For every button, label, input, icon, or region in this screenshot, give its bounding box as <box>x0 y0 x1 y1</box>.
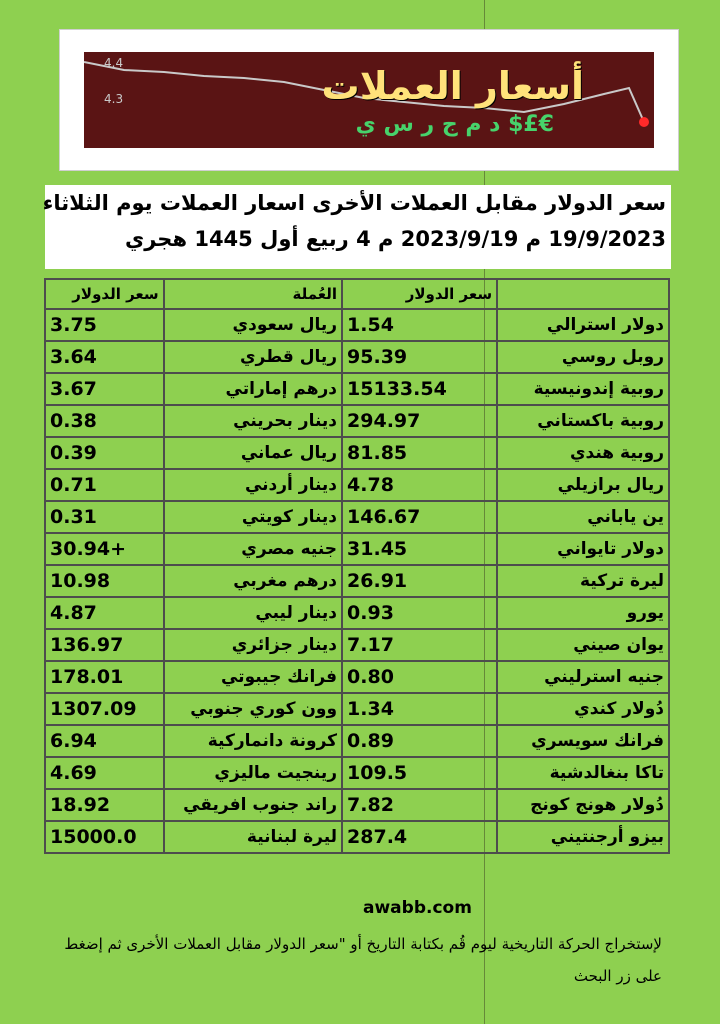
dollar-rate: 3.67 <box>45 373 164 405</box>
dollar-rate: 3.64 <box>45 341 164 373</box>
currency-name: فرانك جيبوتي <box>164 661 342 693</box>
dollar-rate: 4.69 <box>45 757 164 789</box>
currency-name: ين ياباني <box>497 501 669 533</box>
banner-title: أسعار العملات <box>321 64 584 108</box>
currency-name: دينار جزائري <box>164 629 342 661</box>
currency-name: دينار أردني <box>164 469 342 501</box>
dollar-rate: 136.97 <box>45 629 164 661</box>
dollar-rate: 0.80 <box>342 661 497 693</box>
header-box <box>42 185 671 269</box>
table-row <box>45 533 669 565</box>
currency-name: ريال عماني <box>164 437 342 469</box>
currency-name: دولار تايواني <box>497 533 669 565</box>
table-row <box>45 565 669 597</box>
currency-name: دينار ليبي <box>164 597 342 629</box>
dollar-rate: 146.67 <box>342 501 497 533</box>
column-header <box>497 279 669 309</box>
currency-name: راند جنوب افريقي <box>164 789 342 821</box>
banner-subtitle: €£$ د م ج ر س ي <box>355 112 554 137</box>
dollar-rate: 0.39 <box>45 437 164 469</box>
footer-note: لإستخراج الحركة التاريخية ليوم قُم بكتابة التاريخ أو "سعر الدولار مقابل العملات الأخرى ثم إضغط على زر البحث <box>64 935 662 985</box>
currency-name: روبل روسي <box>497 341 669 373</box>
table-row <box>45 469 669 501</box>
footer-url: awabb.com <box>363 898 472 918</box>
table-row <box>45 373 669 405</box>
tick-label: 4.3 <box>104 92 124 106</box>
table-row <box>45 661 669 693</box>
dollar-rate: 294.97 <box>342 405 497 437</box>
currency-name: رينجيت ماليزي <box>164 757 342 789</box>
currency-name: ريال قطري <box>164 341 342 373</box>
currency-name: جنيه استرليني <box>497 661 669 693</box>
column-header: العُملة <box>164 279 342 309</box>
dollar-rate: 0.93 <box>342 597 497 629</box>
currency-name: روبية هندي <box>497 437 669 469</box>
table-row <box>45 757 669 789</box>
currency-name: يورو <box>497 597 669 629</box>
dollar-rate: 6.94 <box>45 725 164 757</box>
dollar-rate: 1.54 <box>342 309 497 341</box>
dollar-rate: 0.31 <box>45 501 164 533</box>
dollar-rate: 1.34 <box>342 693 497 725</box>
dollar-rate: 18.92 <box>45 789 164 821</box>
banner-frame <box>60 30 678 170</box>
dollar-rate: 0.38 <box>45 405 164 437</box>
table-row <box>45 437 669 469</box>
currency-name: درهم إماراتي <box>164 373 342 405</box>
table-row <box>45 629 669 661</box>
dollar-rate: 15133.54 <box>342 373 497 405</box>
dollar-rate: 7.17 <box>342 629 497 661</box>
header-line-1: سعر الدولار مقابل العملات الأخرى اسعار العملات يوم الثلاثاء <box>42 191 666 215</box>
dollar-rate: 178.01 <box>45 661 164 693</box>
banner-image <box>84 52 654 148</box>
header-line-2: 19/9/2023 م 2023/9/19 م 4 ربيع أول 1445 هجري <box>125 227 666 251</box>
dollar-rate: 10.98 <box>45 565 164 597</box>
table-header-row <box>45 279 669 309</box>
table-row <box>45 821 669 853</box>
dollar-rate: 3.75 <box>45 309 164 341</box>
dollar-rate: 95.39 <box>342 341 497 373</box>
table-row <box>45 693 669 725</box>
currency-name: جنيه مصري <box>164 533 342 565</box>
currency-name: دُولار هونج كونج <box>497 789 669 821</box>
currency-name: يوان صيني <box>497 629 669 661</box>
banner-point <box>639 117 649 127</box>
dollar-rate: 4.78 <box>342 469 497 501</box>
currency-name: تاكا بنغالدشية <box>497 757 669 789</box>
currency-name: ريال برازيلي <box>497 469 669 501</box>
dollar-rate: 15000.0 <box>45 821 164 853</box>
currency-name: دينار كويتي <box>164 501 342 533</box>
dollar-rate: 7.82 <box>342 789 497 821</box>
currency-name: درهم مغربي <box>164 565 342 597</box>
dollar-rate: 81.85 <box>342 437 497 469</box>
currency-name: ليرة لبنانية <box>164 821 342 853</box>
tick-label: 4.4 <box>104 56 124 70</box>
table-row <box>45 725 669 757</box>
rates-table <box>44 278 670 854</box>
currency-name: فرانك سويسري <box>497 725 669 757</box>
currency-name: دولار استرالي <box>497 309 669 341</box>
currency-name: بيزو أرجنتيني <box>497 821 669 853</box>
currency-name: روبية باكستاني <box>497 405 669 437</box>
table-row <box>45 597 669 629</box>
currency-name: روبية إندونيسية <box>497 373 669 405</box>
dollar-rate: 0.89 <box>342 725 497 757</box>
dollar-rate: 1307.09 <box>45 693 164 725</box>
table-row <box>45 341 669 373</box>
table-row <box>45 309 669 341</box>
dollar-rate: 30.94+ <box>45 533 164 565</box>
dollar-rate: 0.71 <box>45 469 164 501</box>
column-header: سعر الدولار <box>45 279 164 309</box>
dollar-rate: 31.45 <box>342 533 497 565</box>
table-row <box>45 405 669 437</box>
currency-name: كرونة دانماركية <box>164 725 342 757</box>
dollar-rate: 4.87 <box>45 597 164 629</box>
dollar-rate: 287.4 <box>342 821 497 853</box>
currency-name: دينار بحريني <box>164 405 342 437</box>
dollar-rate: 26.91 <box>342 565 497 597</box>
currency-name: ريال سعودي <box>164 309 342 341</box>
table-row <box>45 789 669 821</box>
table-row <box>45 501 669 533</box>
currency-name: ليرة تركية <box>497 565 669 597</box>
dollar-rate: 109.5 <box>342 757 497 789</box>
currency-name: دُولار كندي <box>497 693 669 725</box>
column-header: سعر الدولار <box>342 279 497 309</box>
currency-name: وون كوري جنوبي <box>164 693 342 725</box>
